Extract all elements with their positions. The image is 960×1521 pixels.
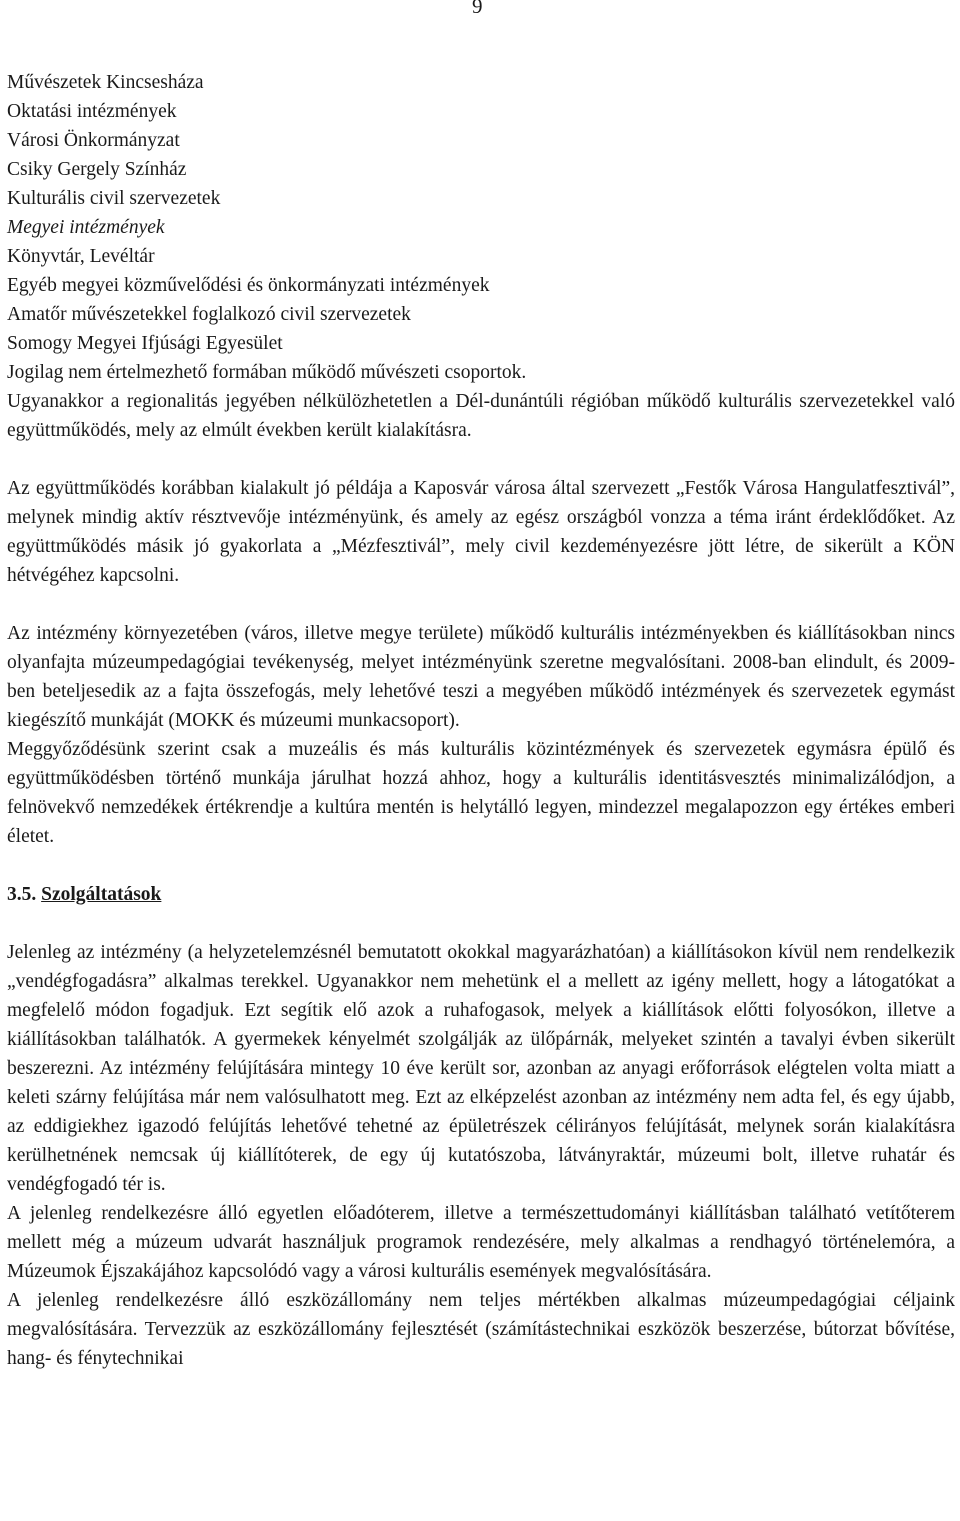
institution-list — [7, 68, 955, 387]
paragraph-museum-pedagogy: Az intézmény környezetében (város, illetve megye területe) működő kulturális intézményekben és kiállításokban nincs olyanfajta múzeumpedagógiai tevékenység, melyet intézményünk szeretne megvalósítani. 2008-ban elindult, és 2009-ben beteljesedik az a fajta összefogás, mely lehetővé teszi a megyében működő intézmények és szervezetek egymást kiegészítő munkáját (MOKK és múzeumi munkacsoport). — [7, 623, 955, 731]
list-item: Könyvtár, Levéltár — [7, 246, 155, 267]
paragraph-conviction: Meggyőződésünk szerint csak a muzeális és más kulturális közintézmények és szervezetek egymásra épülő és együttműködésben történő munkája járulhat hozzá ahhoz, hogy a kulturális identitásvesztés minimalizálódjon, a felnövekvő nemzedékek értékrendje a kultúra mentén is helytálló legyen, mindezzel megalapozzon egy értékes emberi életet. — [7, 739, 955, 847]
list-item: Amatőr művészetekkel foglalkozó civil szervezetek — [7, 304, 411, 325]
list-item: Egyéb megyei közművelődési és önkormányzati intézmények — [7, 275, 490, 296]
section-number: 3.5. — [7, 884, 37, 905]
document-body — [7, 68, 955, 1373]
list-item: Jogilag nem értelmezhető formában működő művészeti csoportok. — [7, 362, 527, 383]
page-number: 9 — [472, 0, 483, 18]
list-item-heading: Megyei intézmények — [7, 217, 165, 238]
list-item: Oktatási intézmények — [7, 101, 177, 122]
paragraph-lecture-hall: A jelenleg rendelkezésre álló egyetlen előadóterem, illetve a természettudományi kiállításban található vetítőterem mellett még a múzeum udvarát használjuk programok rendezésére, mely alkalmas a rendhagyó történelemóra, a Múzeumok Éjszakájához kapcsolódó vagy a városi kulturális események megvalósítására. — [7, 1203, 955, 1282]
list-item: Kulturális civil szervezetek — [7, 188, 221, 209]
paragraph-equipment: A jelenleg rendelkezésre álló eszközállomány nem teljes mértékben alkalmas múzeumpedagógiai céljaink megvalósítására. Tervezzük az eszközállomány fejlesztését (számítástechnikai eszközök beszerzése, bútorzat bővítése, hang- és fénytechnikai — [7, 1290, 955, 1369]
section-title: Szolgáltatások — [41, 884, 162, 905]
list-item: Csiky Gergely Színház — [7, 159, 187, 180]
list-item: Művészetek Kincsesháza — [7, 72, 204, 93]
list-item: Somogy Megyei Ifjúsági Egyesület — [7, 333, 283, 354]
paragraph-cooperation-examples: Az együttműködés korábban kialakult jó példája a Kaposvár városa által szervezett „Festők Városa Hangulatfesztivál”, melynek mindig aktív résztvevője intézményünk, és amely az egész országból vonzza a téma iránt érdeklődőket. Az együttműködés másik jó gyakorlata a „Mézfesztivál”, mely civil kezdeményezésre jött létre, de sikerült a KÖN hétvégéhez kapcsolni. — [7, 478, 955, 586]
section-heading — [7, 880, 955, 909]
list-item: Városi Önkormányzat — [7, 130, 180, 151]
paragraph-services: Jelenleg az intézmény (a helyzetelemzésnél bemutatott okokkal magyarázhatóan) a kiállításokon kívül nem rendelkezik „vendégfogadásra” alkalmas terekkel. Ugyanakkor nem mehetünk el a mellett az igény mellett, hogy a látogatókat a megfelelő módon fogadjuk. Ezt segítik elő azok a ruhafogasok, melyek a kiállítások előtti folyosókon, illetve a kiállításokban találhatók. A gyermekek kényelmét szolgálják az ülőpárnák, melyeket szintén a tavalyi évben sikerült beszerezni. Az intézmény felújítására mintegy 10 éve került sor, azonban az anyagi erőforrások elégtelen volta miatt a keleti szárny felújítása már nem valósulhatott meg. Ezt az elképzelést azonban az intézmény nem adta fel, és egy újabb, az eddigiekhez igazodó felújítás lehetővé tehetné az épületrészek célirányos felújítását, melynek során kialakításra kerülhetnének nemcsak új kiállítóterek, de egy új kutatószoba, látványraktár, múzeumi bolt, illetve ruhatár és vendégfogadó tér is. — [7, 942, 955, 1195]
paragraph-regional-cooperation: Ugyanakkor a regionalitás jegyében nélkülözhetetlen a Dél-dunántúli régióban működő kulturális szervezetekkel való együttműködés, mely az elmúlt években került kialakításra. — [7, 391, 955, 441]
